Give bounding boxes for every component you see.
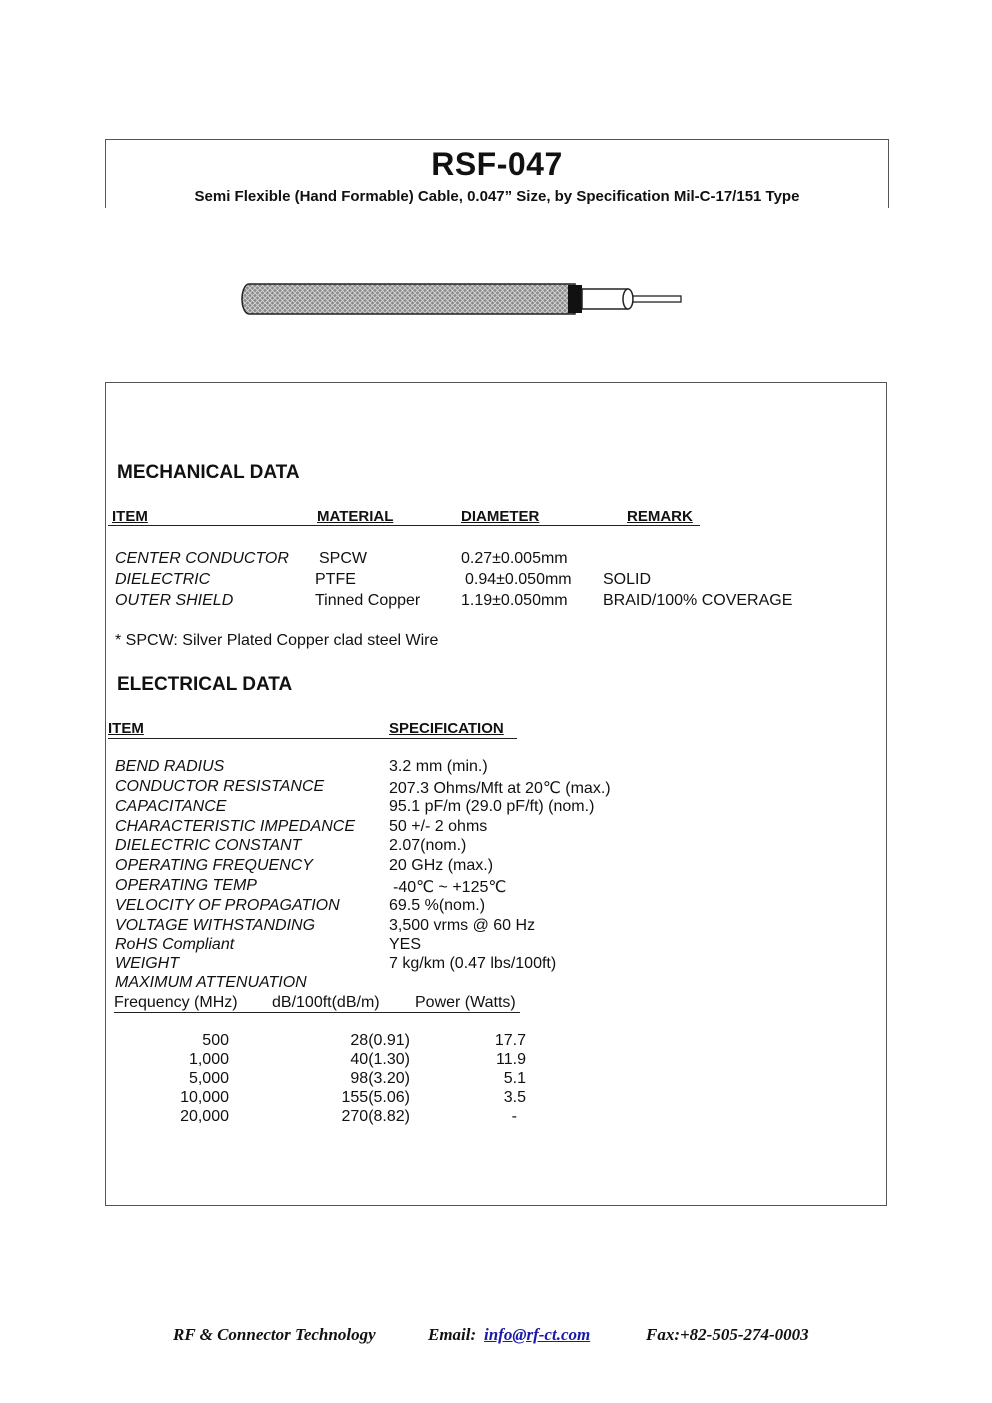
atten-freq: 1,000 — [188, 1051, 229, 1068]
atten-freq: 500 — [202, 1032, 229, 1049]
atten-db: 40(1.30) — [350, 1051, 410, 1068]
footer-fax: Fax:+82-505-274-0003 — [646, 1325, 809, 1344]
mech-row-material: PTFE — [315, 571, 356, 588]
elec-row-item: RoHS Compliant — [115, 936, 235, 953]
mech-col-remark: REMARK — [627, 508, 693, 525]
elec-row-item: OPERATING TEMP — [115, 877, 257, 894]
mech-note: * SPCW: Silver Plated Copper clad steel Wire — [115, 632, 439, 649]
atten-col-frequency: Frequency (MHz) — [114, 994, 238, 1011]
mech-col-diameter: DIAMETER — [461, 508, 540, 525]
atten-power: 5.1 — [503, 1070, 526, 1087]
atten-col-power: Power (Watts) — [415, 994, 516, 1011]
mech-row-remark: SOLID — [603, 571, 652, 588]
mechanical-heading: MECHANICAL DATA — [117, 462, 300, 483]
page-title: RSF-047 — [431, 146, 563, 182]
elec-row-item: BEND RADIUS — [115, 758, 225, 775]
elec-row-spec: 7 kg/km (0.47 lbs/100ft) — [389, 955, 557, 972]
elec-row-item: VELOCITY OF PROPAGATION — [115, 897, 340, 914]
atten-col-db: dB/100ft(dB/m) — [272, 994, 380, 1011]
atten-power: 17.7 — [494, 1032, 526, 1049]
mech-row-diameter: 0.94±0.050mm — [465, 571, 572, 588]
elec-row-item: WEIGHT — [115, 955, 179, 972]
elec-row-item: CHARACTERISTIC IMPEDANCE — [115, 818, 356, 835]
footer-email-link[interactable]: info@rf-ct.com — [484, 1325, 591, 1344]
mech-col-material: MATERIAL — [317, 508, 394, 525]
atten-freq: 5,000 — [188, 1070, 229, 1087]
elec-row-spec: 95.1 pF/m (29.0 pF/ft) (nom.) — [389, 798, 595, 815]
elec-row-spec: -40℃ ~ +125℃ — [393, 879, 507, 896]
cable-center-conductor — [633, 296, 681, 302]
elec-header-rule — [108, 738, 517, 739]
elec-row-spec: 50 +/- 2 ohms — [389, 818, 488, 835]
footer-email-label: Email: — [428, 1325, 477, 1344]
elec-row-spec: YES — [389, 936, 422, 953]
elec-col-item: ITEM — [108, 720, 144, 737]
mech-row-diameter: 1.19±0.050mm — [461, 592, 568, 609]
mech-row-item: OUTER SHIELD — [115, 592, 234, 609]
atten-db: 270(8.82) — [341, 1108, 410, 1125]
atten-db: 28(0.91) — [350, 1032, 410, 1049]
elec-row-spec: 207.3 Ohms/Mft at 20℃ (max.) — [389, 780, 611, 797]
elec-row-spec: 20 GHz (max.) — [389, 857, 494, 874]
elec-col-spec: SPECIFICATION — [389, 720, 504, 737]
elec-row-item: CONDUCTOR RESISTANCE — [115, 778, 325, 795]
mech-row-remark: BRAID/100% COVERAGE — [603, 592, 793, 609]
elec-row-item: VOLTAGE WITHSTANDING — [115, 917, 316, 934]
atten-freq: 10,000 — [180, 1089, 229, 1106]
elec-row-spec: 69.5 %(nom.) — [389, 897, 486, 914]
atten-power: 11.9 — [496, 1051, 526, 1068]
footer-company: RF & Connector Technology — [173, 1325, 376, 1344]
elec-row-spec: 3,500 vrms @ 60 Hz — [389, 917, 536, 934]
elec-row-spec: 3.2 mm (min.) — [389, 758, 488, 775]
cable-dielectric — [582, 289, 633, 309]
mech-row-diameter: 0.27±0.005mm — [461, 550, 568, 567]
cable-jacket-band — [568, 285, 582, 313]
title-box — [105, 139, 889, 208]
mech-row-material: Tinned Copper — [315, 592, 421, 609]
atten-freq: 20,000 — [180, 1108, 229, 1125]
footer — [0, 1325, 992, 1349]
atten-header-rule — [114, 1012, 520, 1013]
atten-power: - — [511, 1108, 517, 1125]
elec-row-spec: 2.07(nom.) — [389, 837, 467, 854]
atten-db: 98(3.20) — [350, 1070, 410, 1087]
elec-row-item: CAPACITANCE — [115, 798, 227, 815]
elec-row-item: DIELECTRIC CONSTANT — [115, 837, 302, 854]
atten-db: 155(5.06) — [341, 1089, 410, 1106]
attenuation-heading: MAXIMUM ATTENUATION — [115, 974, 307, 991]
mech-row-item: CENTER CONDUCTOR — [115, 550, 289, 567]
mech-row-material: SPCW — [319, 550, 367, 567]
elec-row-item: OPERATING FREQUENCY — [115, 857, 313, 874]
electrical-heading: ELECTRICAL DATA — [117, 674, 293, 695]
mech-header-rule — [108, 525, 700, 526]
atten-power: 3.5 — [503, 1089, 526, 1106]
cable-braid — [242, 284, 575, 314]
cable-illustration — [235, 278, 695, 320]
mech-col-item: ITEM — [112, 508, 148, 525]
page-subtitle: Semi Flexible (Hand Formable) Cable, 0.047” Size, by Specification Mil-C-17/151 Type — [194, 188, 800, 205]
mech-row-item: DIELECTRIC — [115, 571, 211, 588]
